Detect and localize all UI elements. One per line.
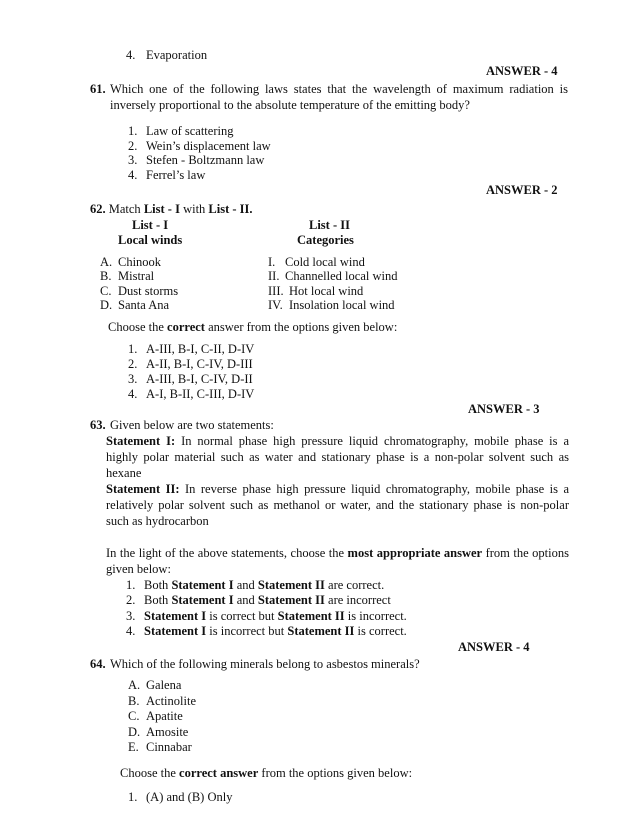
- option-number: 4.: [128, 168, 138, 182]
- match-right-text: Channelled local wind: [285, 269, 398, 283]
- match-left-key: D.: [100, 298, 113, 312]
- question-intro-63: Given below are two statements:: [110, 418, 274, 432]
- option-number: 4.: [126, 48, 136, 62]
- mineral-key: D.: [128, 725, 141, 739]
- option-number: 3.: [126, 609, 136, 623]
- statement-1: [106, 433, 569, 481]
- answer-label: ANSWER - 3: [468, 402, 540, 416]
- option-number: 2.: [128, 139, 138, 153]
- column-subtitle-list1: Local winds: [118, 233, 183, 247]
- match-left-key: A.: [100, 255, 113, 269]
- option-text: Statement I is correct but Statement II is incorrect.: [144, 609, 407, 623]
- light-instruction: In the light of the above statements, choose the most appropriate answer from the options given below:: [106, 546, 569, 576]
- option-number: 1.: [126, 578, 136, 592]
- match-right-key: I.: [268, 255, 276, 269]
- option-text: Stefen - Boltzmann law: [146, 153, 265, 167]
- option-text: Both Statement I and Statement II are incorrect: [144, 593, 391, 607]
- match-right-text: Hot local wind: [289, 284, 364, 298]
- match-left-text: Chinook: [118, 255, 162, 269]
- mineral-name: Actinolite: [146, 694, 196, 708]
- statement-1-label: Statement I:: [106, 434, 176, 448]
- answer-label: ANSWER - 2: [486, 183, 558, 197]
- match-left-key: B.: [100, 269, 112, 283]
- mineral-key: E.: [128, 740, 139, 754]
- match-right-text: Cold local wind: [285, 255, 365, 269]
- match-left-text: Dust storms: [118, 284, 179, 298]
- match-right-key: IV.: [268, 298, 283, 312]
- option-number: 4.: [128, 387, 138, 401]
- option-number: 2.: [126, 593, 136, 607]
- statement-1-text: In normal phase high pressure liquid chromatography, mobile phase is a highly polar material such as water and stationary phase is a non-polar solvent such as hexane: [106, 434, 569, 480]
- option-number: 3.: [128, 153, 138, 167]
- mineral-name: Cinnabar: [146, 740, 192, 754]
- statement-2: [106, 481, 569, 529]
- option-number: 4.: [126, 624, 136, 638]
- mineral-name: Galena: [146, 678, 182, 692]
- option-text: A-II, B-I, C-IV, D-III: [146, 357, 253, 371]
- answer-label: ANSWER - 4: [458, 640, 530, 654]
- option-text: Statement I is incorrect but Statement II is correct.: [144, 624, 407, 638]
- statement-2-label: Statement II:: [106, 482, 180, 496]
- column-title-list2: List - II: [309, 218, 350, 232]
- option-text: Both Statement I and Statement II are correct.: [144, 578, 385, 592]
- option-text: Evaporation: [146, 48, 208, 62]
- option-text: Wein’s displacement law: [146, 139, 271, 153]
- mineral-key: B.: [128, 694, 140, 708]
- choose-instruction: Choose the correct answer from the options given below:: [120, 766, 413, 780]
- option-text: A-III, B-I, C-IV, D-II: [146, 372, 253, 386]
- option-number: 1.: [128, 342, 138, 356]
- match-left-text: Santa Ana: [118, 298, 170, 312]
- match-right-key: II.: [268, 269, 280, 283]
- choose-instruction: Choose the correct answer from the options given below:: [108, 320, 398, 334]
- option-number: 1.: [128, 790, 138, 804]
- match-right-key: III.: [268, 284, 284, 298]
- answer-label: ANSWER - 4: [486, 64, 558, 78]
- option-number: 1.: [128, 124, 138, 138]
- option-text: Ferrel’s law: [146, 168, 206, 182]
- question-number-62: 62.: [90, 202, 106, 216]
- question-number-61: 61.: [90, 82, 106, 96]
- match-left-text: Mistral: [118, 269, 155, 283]
- option-number: 3.: [128, 372, 138, 386]
- mineral-name: Amosite: [146, 725, 189, 739]
- mineral-key: C.: [128, 709, 140, 723]
- column-title-list1: List - I: [132, 218, 169, 232]
- match-right-text: Insolation local wind: [289, 298, 395, 312]
- option-text: A-I, B-II, C-III, D-IV: [146, 387, 255, 401]
- question-number-63: 63.: [90, 418, 106, 432]
- question-text-61: Which one of the following laws states that the wavelength of maximum radiation is inversely proportional to the absolute temperature of the emitting body?: [110, 82, 568, 112]
- match-left-key: C.: [100, 284, 112, 298]
- option-text: A-III, B-I, C-II, D-IV: [146, 342, 255, 356]
- question-text-64: Which of the following minerals belong to asbestos minerals?: [110, 657, 420, 671]
- mineral-key: A.: [128, 678, 141, 692]
- option-text: (A) and (B) Only: [146, 790, 233, 804]
- column-subtitle-list2: Categories: [297, 233, 354, 247]
- question-number-64: 64.: [90, 657, 106, 671]
- question-header-62: 62. Match List - I with List - II.: [90, 202, 253, 216]
- option-number: 2.: [128, 357, 138, 371]
- statement-2-text: In reverse phase high pressure liquid chromatography, mobile phase is a relatively polar solvent such as methanol or water, and the stationary phase is non-polar such as hydrocarbon: [106, 482, 570, 528]
- mineral-name: Apatite: [146, 709, 183, 723]
- option-text: Law of scattering: [146, 124, 234, 138]
